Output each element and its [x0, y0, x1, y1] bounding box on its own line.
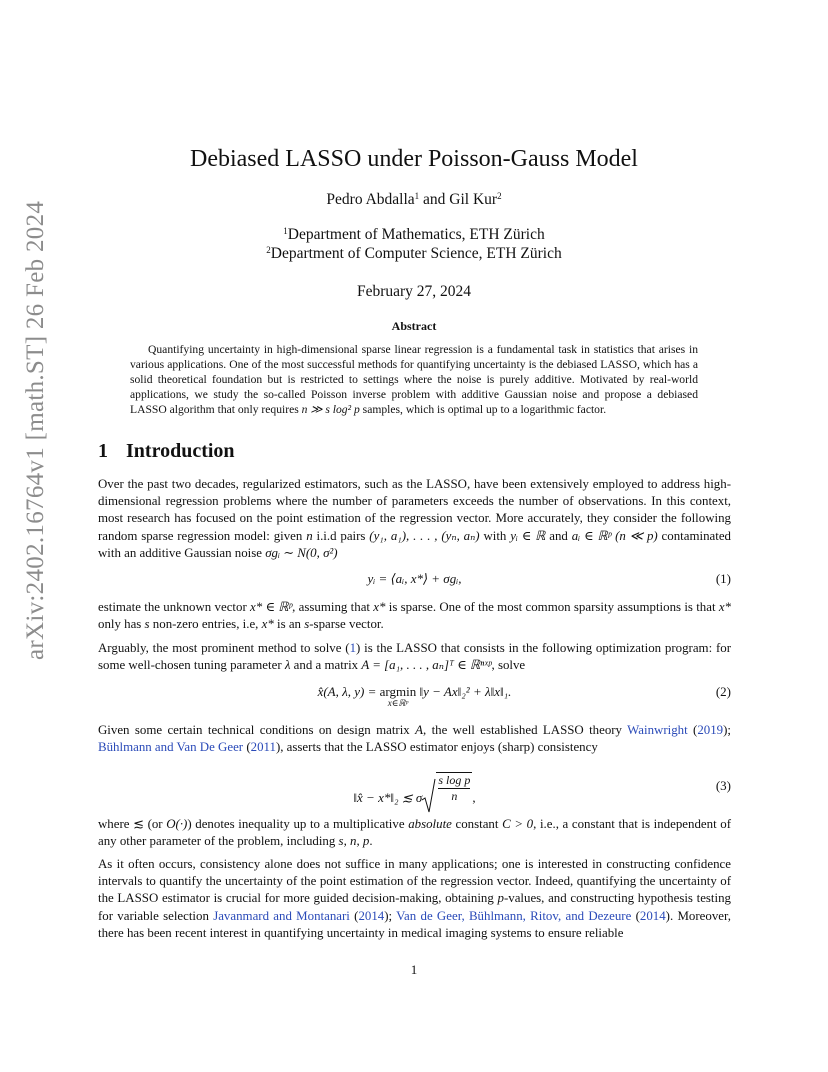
citation-link[interactable]: Wainwright: [627, 723, 688, 737]
section-heading: [98, 440, 235, 463]
inline-math: n ≫ s log² p: [301, 403, 360, 416]
equation-tag: (2): [715, 684, 731, 699]
citation-year-link[interactable]: 2019: [697, 723, 724, 737]
paragraph-intro: Over the past two decades, regularized estimators, such as the LASSO, have been extensively employed to address high-dimensional regression problems where the number of parameters exceeds the number of observations. In this context, most research has focused on the point estimation of the regression vector. More accurately, they consider the following random sparse regression model: given n i.i.d pairs (y₁, a₁), . . . , (yₙ, aₙ) with yᵢ ∈ ℝ and aᵢ ∈ ℝᵖ (n ≪ p) contaminated with an additive Gaussian noise σgᵢ ∼ N(0, σ²): [98, 477, 731, 560]
abstract-text: Quantifying uncertainty in high-dimensional sparse linear regression is a fundamental task in statistics that arises in various applications. One of the most successful methods for quantifying uncertainty is the debiased LASSO, which has a solid theoretical foundation but is restricted to settings where the noise is purely additive. Motivated by real-world applications, we study the so-called Poisson inverse problem with additive Gaussian noise and propose a debiased LASSO algorithm that only requires n ≫ s log² p samples, which is optimal up to a logarithmic factor.: [130, 343, 698, 416]
equation-2: [98, 684, 731, 714]
equation-tag: (1): [715, 571, 731, 586]
paragraph-lasso: Arguably, the most prominent method to solve (1) is the LASSO that consists in the following optimization program: for some well-chosen tuning parameter λ and a matrix A = [a₁, . . . , aₙ]ᵀ ∈ ℝⁿˣᵖ, solve: [98, 641, 731, 673]
paragraph-uncertainty: As it often occurs, consistency alone does not suffice in many applications; one is interested in constructing confidence intervals to quantify the uncertainty of the point estimation of the regression vector. Indeed, quantifying the uncertainty of the LASSO estimator is crucial for more guided decision-making, obtaining p-values, and constructing hypothesis testing for variable selection Javanmard and Montanari (2014); Van de Geer, Bühlmann, Ritov, and Dezeure (2014). Moreover, there has been recent interest in quantifying uncertainty in medical imaging systems to ensure reliable: [98, 857, 731, 940]
paragraph-theory: Given some certain technical conditions on design matrix A, the well established LASSO theory Wainwright (2019); Bühlmann and Van De Geer (2011), asserts that the LASSO estimator enjoys (sharp) consistency: [98, 723, 731, 755]
page-number: 1: [410, 962, 418, 977]
author-line: [0, 191, 828, 209]
affiliation-mark: 2: [266, 245, 271, 255]
paragraph-notation: where ≲ (or O(·)) denotes inequality up to a multiplicative absolute constant C > 0, i.e., a constant that is independent of any other parameter of the problem, including s, n, p.: [98, 817, 732, 849]
paper-title: Debiased LASSO under Poisson-Gauss Model: [190, 146, 638, 172]
arxiv-identifier: arXiv:2402.16764v1 [math.ST] 26 Feb 2024: [22, 200, 49, 660]
affiliation: [0, 226, 828, 244]
affiliation: [0, 245, 828, 263]
equation-body: yᵢ = ⟨aᵢ, x*⟩ + σgᵢ,: [367, 571, 462, 586]
author-conjunction: and: [423, 191, 446, 208]
citation-year-link[interactable]: 2014: [358, 908, 385, 923]
equation-3: [98, 766, 731, 806]
section-title: Introduction: [126, 440, 235, 462]
citation-link[interactable]: Bühlmann and Van De Geer: [98, 740, 244, 755]
section-number: 1: [98, 440, 108, 462]
equation-tag: (3): [715, 778, 731, 793]
author-name: Gil Kur: [449, 191, 498, 208]
affiliation-text: Department of Computer Science, ETH Zürich: [270, 245, 562, 262]
author-name: Pedro Abdalla: [326, 191, 415, 208]
equation-body: ‖x̂ − x*‖₂ ≲ σ $\frac{\text{s log p}}{n}$ ,: [98, 778, 731, 814]
sqrt-sign-icon: [422, 778, 436, 814]
abstract-heading: Abstract: [391, 319, 437, 333]
affiliation-mark: 1: [283, 226, 288, 236]
affiliation-mark: 1: [414, 191, 420, 201]
citation-year-link[interactable]: 2014: [639, 908, 666, 923]
affiliation-text: Department of Mathematics, ETH Zürich: [287, 226, 545, 243]
citation-link[interactable]: Van de Geer, Bühlmann, Ritov, and Dezeure: [396, 908, 632, 923]
citation-year-link[interactable]: 2011: [250, 740, 276, 755]
fraction-numerator: s log p: [438, 773, 471, 788]
paper-date: February 27, 2024: [356, 283, 472, 300]
equation-ref-link[interactable]: 1: [349, 641, 357, 655]
fraction-denominator: n: [451, 789, 458, 804]
affiliation-mark: 2: [497, 191, 502, 201]
paragraph-sparsity: estimate the unknown vector x* ∈ ℝᵖ, assuming that x* is sparse. One of the most common sparsity assumptions is that x* only has s non-zero entries, i.e, x* is an s-sparse vector.: [98, 600, 731, 632]
equation-body: x̂(A, λ, y) = argmin x∈ℝᵖ ‖y − Ax‖₂² + λ‖x‖₁.: [317, 684, 512, 708]
citation-link[interactable]: Javanmard and Montanari: [213, 908, 350, 923]
